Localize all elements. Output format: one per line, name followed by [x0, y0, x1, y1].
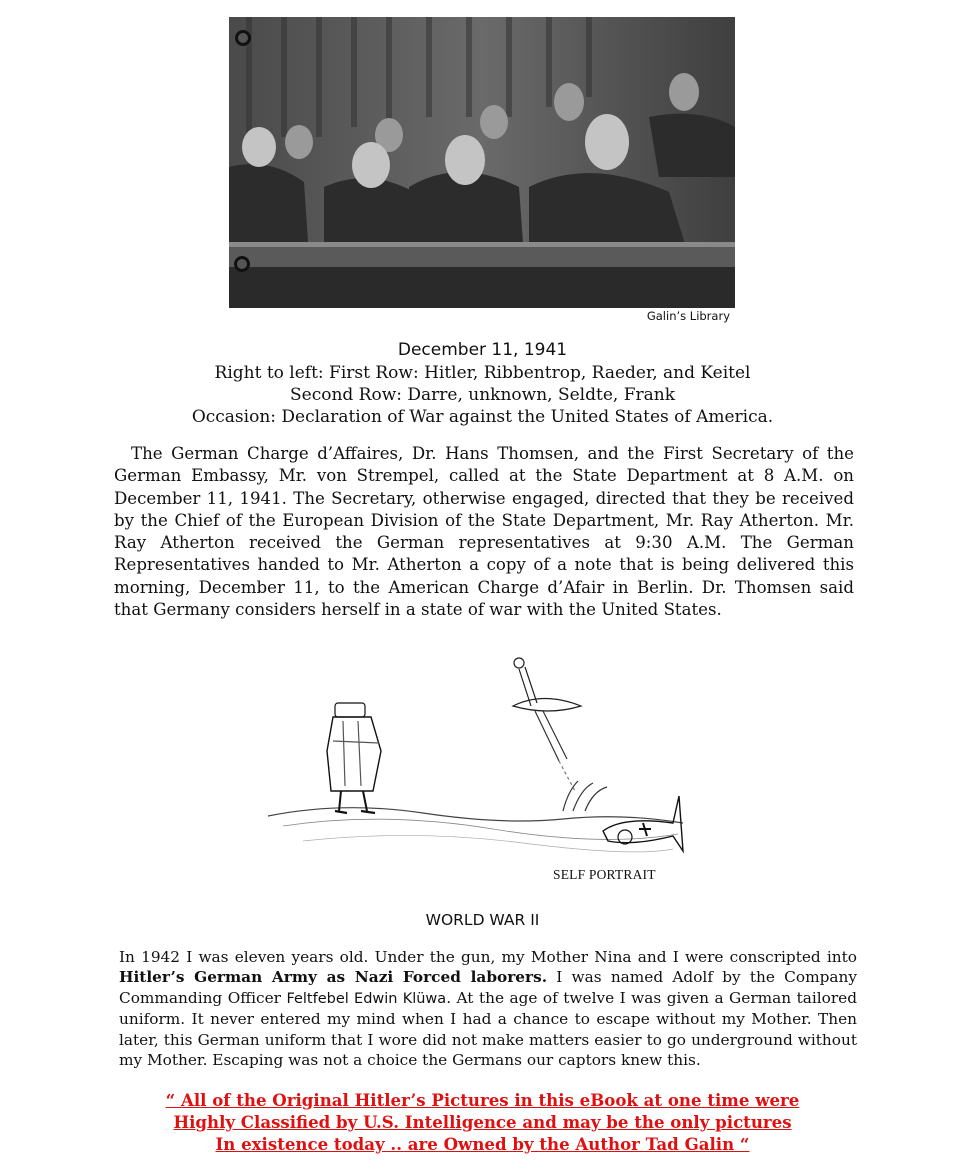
crashed-plane-figure	[603, 796, 683, 851]
photo-illustration	[229, 17, 735, 308]
paragraph2-text-3: . At the age of twelve I was given a German tailored uniform. It never entered my mind when I had a chance to escape without my Mother. Then later, this German uniform that I wore did not make matters easier to go underground without my Mother. Escaping was not a choice the Germans our captors knew this.	[119, 988, 858, 1070]
caption-line-2: Second Row: Darre, unknown, Seldte, Frank	[289, 385, 676, 405]
sword-figure	[513, 658, 581, 791]
body-paragraph-1: The German Charge d’Affaires, Dr. Hans Thomsen, and the First Secretary of the German Embassy, Mr. von Strempel, called at the State Department at 8 A.M. on December 11, 1941. The Secretary, otherwise engaged, directed that they be received by the Chief of the European Division of the State Department, Mr. Ray Atherton. Mr. Ray Atherton received the German representatives at 9:30 A.M. The German Representatives handed to Mr. Atherton a copy of a note that is being delivered this morning, December 11, to the American Charge d’Afair in Berlin. Dr. Thomsen said that Germany considers herself in a state of war with the United States.	[114, 444, 854, 620]
body-paragraph-2	[119, 947, 857, 1070]
paragraph2-bold: Hitler’s German Army as Nazi Forced laborers.	[119, 968, 548, 987]
sketch-caption: SELF PORTRAIT	[553, 867, 656, 882]
caption-date: December 11, 1941	[397, 340, 568, 360]
caption-line-3: Occasion: Declaration of War against the United States of America.	[191, 407, 774, 427]
paragraph2-text-1: In 1942 I was eleven years old. Under the gun, my Mother Nina and I were conscripted into	[119, 948, 857, 966]
photo-credit: Galin’s Library	[646, 309, 730, 323]
notice-line-3: In existence today .. are Owned by the Author Tad Galin “	[215, 1134, 750, 1154]
notice-line-2: Highly Classified by U.S. Intelligence and may be the only pictures	[173, 1112, 792, 1132]
sketch-illustration	[263, 651, 687, 864]
soldier-figure	[327, 703, 381, 813]
section-title: WORLD WAR II	[425, 911, 540, 929]
officer-name: Feltfebel Edwin Klüwa	[286, 990, 447, 1007]
paragraph2-text-2: I was named Adolf by the Company Commanding Officer	[119, 968, 857, 1007]
notice-line-1: “ All of the Original Hitler’s Pictures in this eBook at one time were	[165, 1090, 800, 1110]
caption-line-1: Right to left: First Row: Hitler, Ribbentrop, Raeder, and Keitel	[214, 363, 751, 383]
historical-photo	[229, 17, 735, 308]
